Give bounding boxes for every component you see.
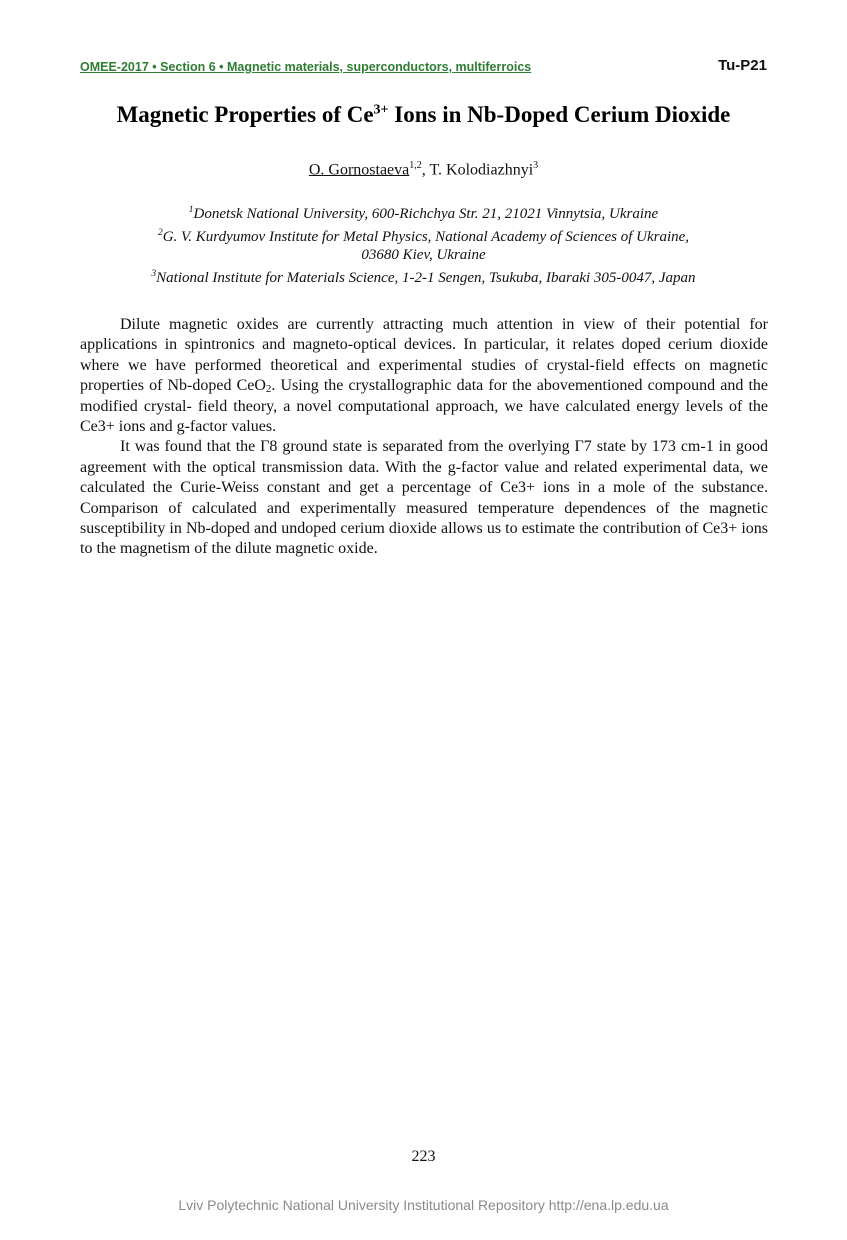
paper-title <box>0 102 847 128</box>
title-suffix: Ions in Nb-Doped Cerium Dioxide <box>388 102 731 127</box>
page-number: 223 <box>411 1148 436 1165</box>
affiliation-1: $^1$Donetsk National University, 600-Richchya Str. 21, 21021 Vinnytsia, Ukraine <box>188 205 659 222</box>
abstract-body <box>80 315 768 560</box>
affiliation-2-continued: 03680 Kiev, Ukraine <box>361 247 486 263</box>
repository-footer: Lviv Polytechnic National University Institutional Repository http://ena.lp.edu.ua <box>178 1197 669 1213</box>
conference-section-header: OMEE-2017 • Section 6 • Magnetic materials, superconductors, multiferroics <box>80 60 532 74</box>
author-separator: , <box>421 161 430 179</box>
author-name: T. Kolodiazhnyi <box>429 161 534 179</box>
author-name-presenting: O. Gornostaeva <box>308 161 410 179</box>
abstract-paragraph-2: It was found that the Γ8 ground state is separated from the overlying Γ7 state by 173 cm-1 in good agreement with the optical transmission data. With the g-factor value and related experimental data, we calculated the Curie-Weiss constant and get a percentage of Ce3+ ions in a mole of the substance. Comparison of calculated and experimentally measured temperature dependences of the magnetic susceptibility in Nb-doped and undoped cerium dioxide allows us to estimate the contribution of Ce3+ ions to the magnetism of the dilute magnetic oxide. <box>80 438 768 558</box>
affiliation-2: $^2$G. V. Kurdyumov Institute for Metal Physics, National Academy of Sciences of Ukraine, <box>157 227 690 245</box>
author-affiliation-ref: 3 <box>533 160 539 171</box>
title-superscript: 3+ <box>373 102 389 118</box>
title-prefix: Magnetic Properties of Ce <box>116 102 374 127</box>
abstract-paragraph-1: Dilute magnetic oxides are currently attracting much attention in view of their potential for applications in spintronics and magneto-optical devices. In particular, it relates doped cerium dioxide where we have performed theoretical and experimental studies of crystal-field effects on magnetic properties of Nb-doped CeO$_2$. Using the crystallographic data for the abovementioned compound and the modified crystal- field theory, a novel computational approach, we have calculated energy levels of the Ce3+ ions and g-factor values. <box>80 316 768 436</box>
author-list <box>0 160 847 179</box>
author-affiliation-ref: 1,2 <box>409 160 422 171</box>
affiliations <box>80 201 767 287</box>
affiliation-3: $^3$National Institute for Materials Science, 1-2-1 Sengen, Tsukuba, Ibaraki 305-0047, Japan <box>151 268 696 286</box>
poster-code: Tu-P21 <box>718 57 767 74</box>
